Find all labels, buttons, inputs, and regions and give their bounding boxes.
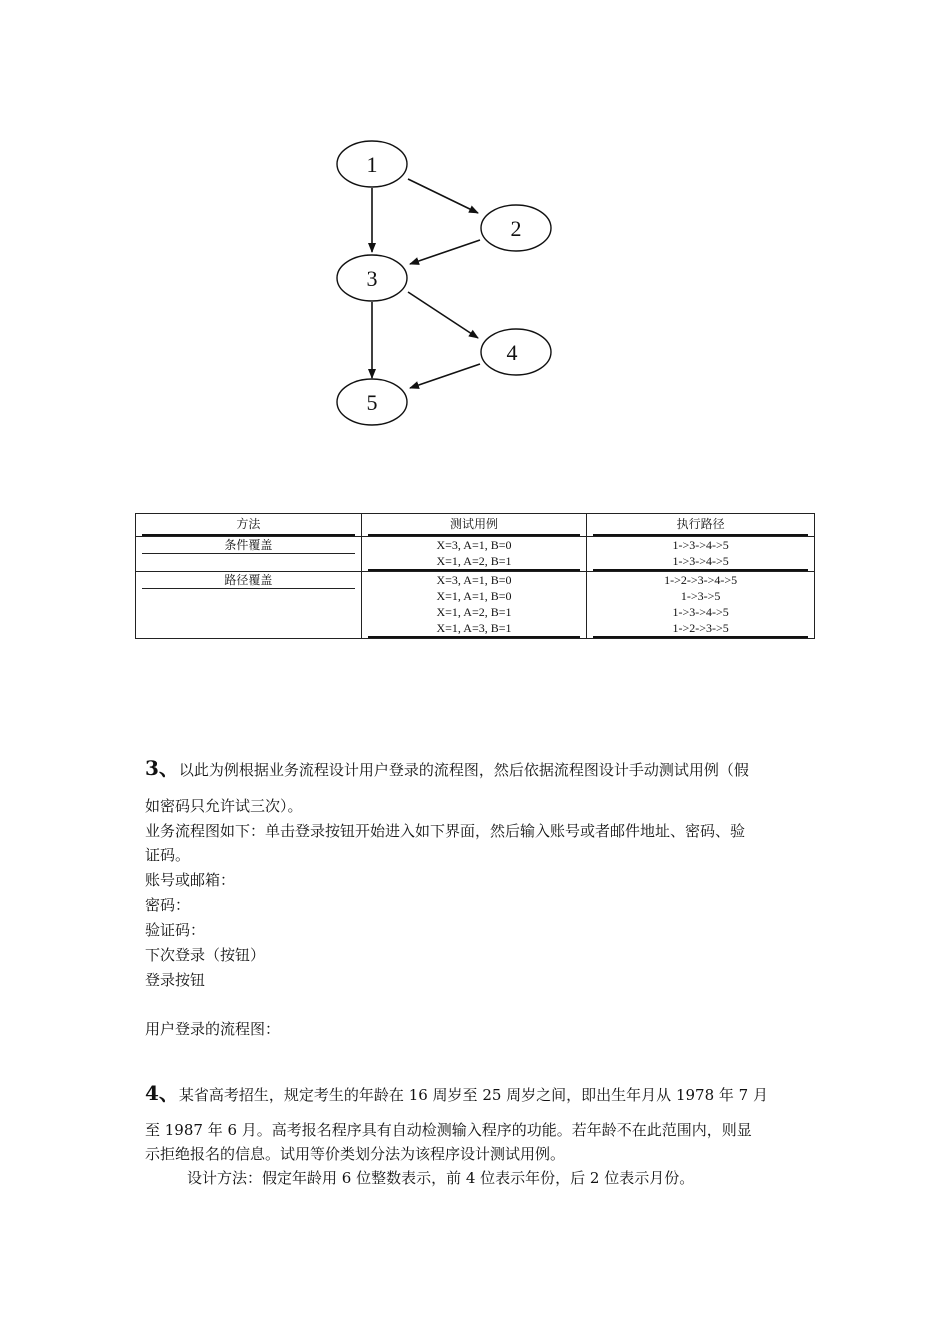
section-3-title-line1: 以此为例根据业务流程设计用户登录的流程图，然后依据流程图设计手动测试用例（假 <box>178 761 749 779</box>
header-method-label: 方法 <box>142 514 355 536</box>
header-paths <box>587 514 815 537</box>
path-line: 1->3->4->5 <box>593 553 808 571</box>
path-line: 1->2->3->4->5 <box>664 573 738 587</box>
path-line: 1->3->5 <box>680 589 721 603</box>
section-3-title-line2: 如密码只允许试三次）。 <box>145 797 303 815</box>
node-1-label: 1 <box>366 152 378 177</box>
header-method <box>136 514 362 537</box>
path-line: 1->3->4->5 <box>672 538 729 552</box>
paths-cell <box>587 572 815 639</box>
section-3-number: 3、 <box>145 756 179 780</box>
section-3-title <box>145 758 810 780</box>
case-line: X=1, A=3, B=1 <box>368 620 581 638</box>
coverage-table <box>135 513 815 639</box>
section-4-line1-text: 某省高考招生，规定考生的年龄在 16 周岁至 25 周岁之间，即出生年月从 1978 年 7 月 <box>178 1086 768 1104</box>
node-5 <box>337 379 407 425</box>
field-account: 账号或邮箱： <box>145 871 236 889</box>
node-4-label: 4 <box>506 340 518 365</box>
section-4-line1 <box>145 1083 810 1105</box>
section-4-number: 4、 <box>145 1081 179 1105</box>
field-login-button: 登录按钮 <box>145 971 206 989</box>
section-4-line3: 示拒绝报名的信息。试用等价类划分法为该程序设计测试用例。 <box>145 1145 566 1163</box>
cases-cell <box>361 537 587 572</box>
case-line: X=3, A=1, B=0 <box>436 573 512 587</box>
table-header-row <box>136 514 815 537</box>
edge-3-4 <box>408 292 478 338</box>
path-line: 1->2->3->5 <box>593 620 808 638</box>
header-cases-label: 测试用例 <box>368 514 581 536</box>
node-1 <box>337 141 407 187</box>
node-5-label: 5 <box>366 390 378 415</box>
path-line: 1->3->4->5 <box>672 605 729 619</box>
section-3-desc-line2: 证码。 <box>145 846 191 864</box>
node-2 <box>481 205 551 251</box>
field-remember: 下次登录（按钮） <box>145 946 266 964</box>
method-label: 路径覆盖 <box>142 572 355 589</box>
edge-1-2 <box>408 179 478 213</box>
field-password: 密码： <box>145 896 191 914</box>
table-row <box>136 537 815 572</box>
case-line: X=1, A=2, B=1 <box>368 553 581 571</box>
method-label: 条件覆盖 <box>142 537 355 554</box>
case-line: X=1, A=1, B=0 <box>436 589 512 603</box>
edge-2-3 <box>410 240 480 264</box>
section-3-desc-line1: 业务流程图如下：单击登录按钮开始进入如下界面，然后输入账号或者邮件地址、密码、验 <box>145 822 746 840</box>
method-cell <box>136 572 362 639</box>
edge-4-5 <box>410 364 480 388</box>
flow-chart-label: 用户登录的流程图： <box>145 1020 281 1038</box>
method-cell <box>136 537 362 572</box>
cases-cell <box>361 572 587 639</box>
section-4-line2: 至 1987 年 6 月。高考报名程序具有自动检测输入程序的功能。若年龄不在此范围内，则显 <box>145 1121 752 1139</box>
node-3-label: 3 <box>366 266 378 291</box>
section-4-line4: 设计方法：假定年龄用 6 位整数表示，前 4 位表示年份，后 2 位表示月份。 <box>187 1169 695 1187</box>
case-line: X=3, A=1, B=0 <box>436 538 512 552</box>
control-flow-graph <box>320 130 580 440</box>
node-4 <box>481 329 551 375</box>
node-3 <box>337 255 407 301</box>
node-2-label: 2 <box>510 216 522 241</box>
header-paths-label: 执行路径 <box>593 514 808 536</box>
case-line: X=1, A=2, B=1 <box>436 605 512 619</box>
paths-cell <box>587 537 815 572</box>
header-cases <box>361 514 587 537</box>
field-captcha: 验证码： <box>145 921 206 939</box>
table-row <box>136 572 815 639</box>
